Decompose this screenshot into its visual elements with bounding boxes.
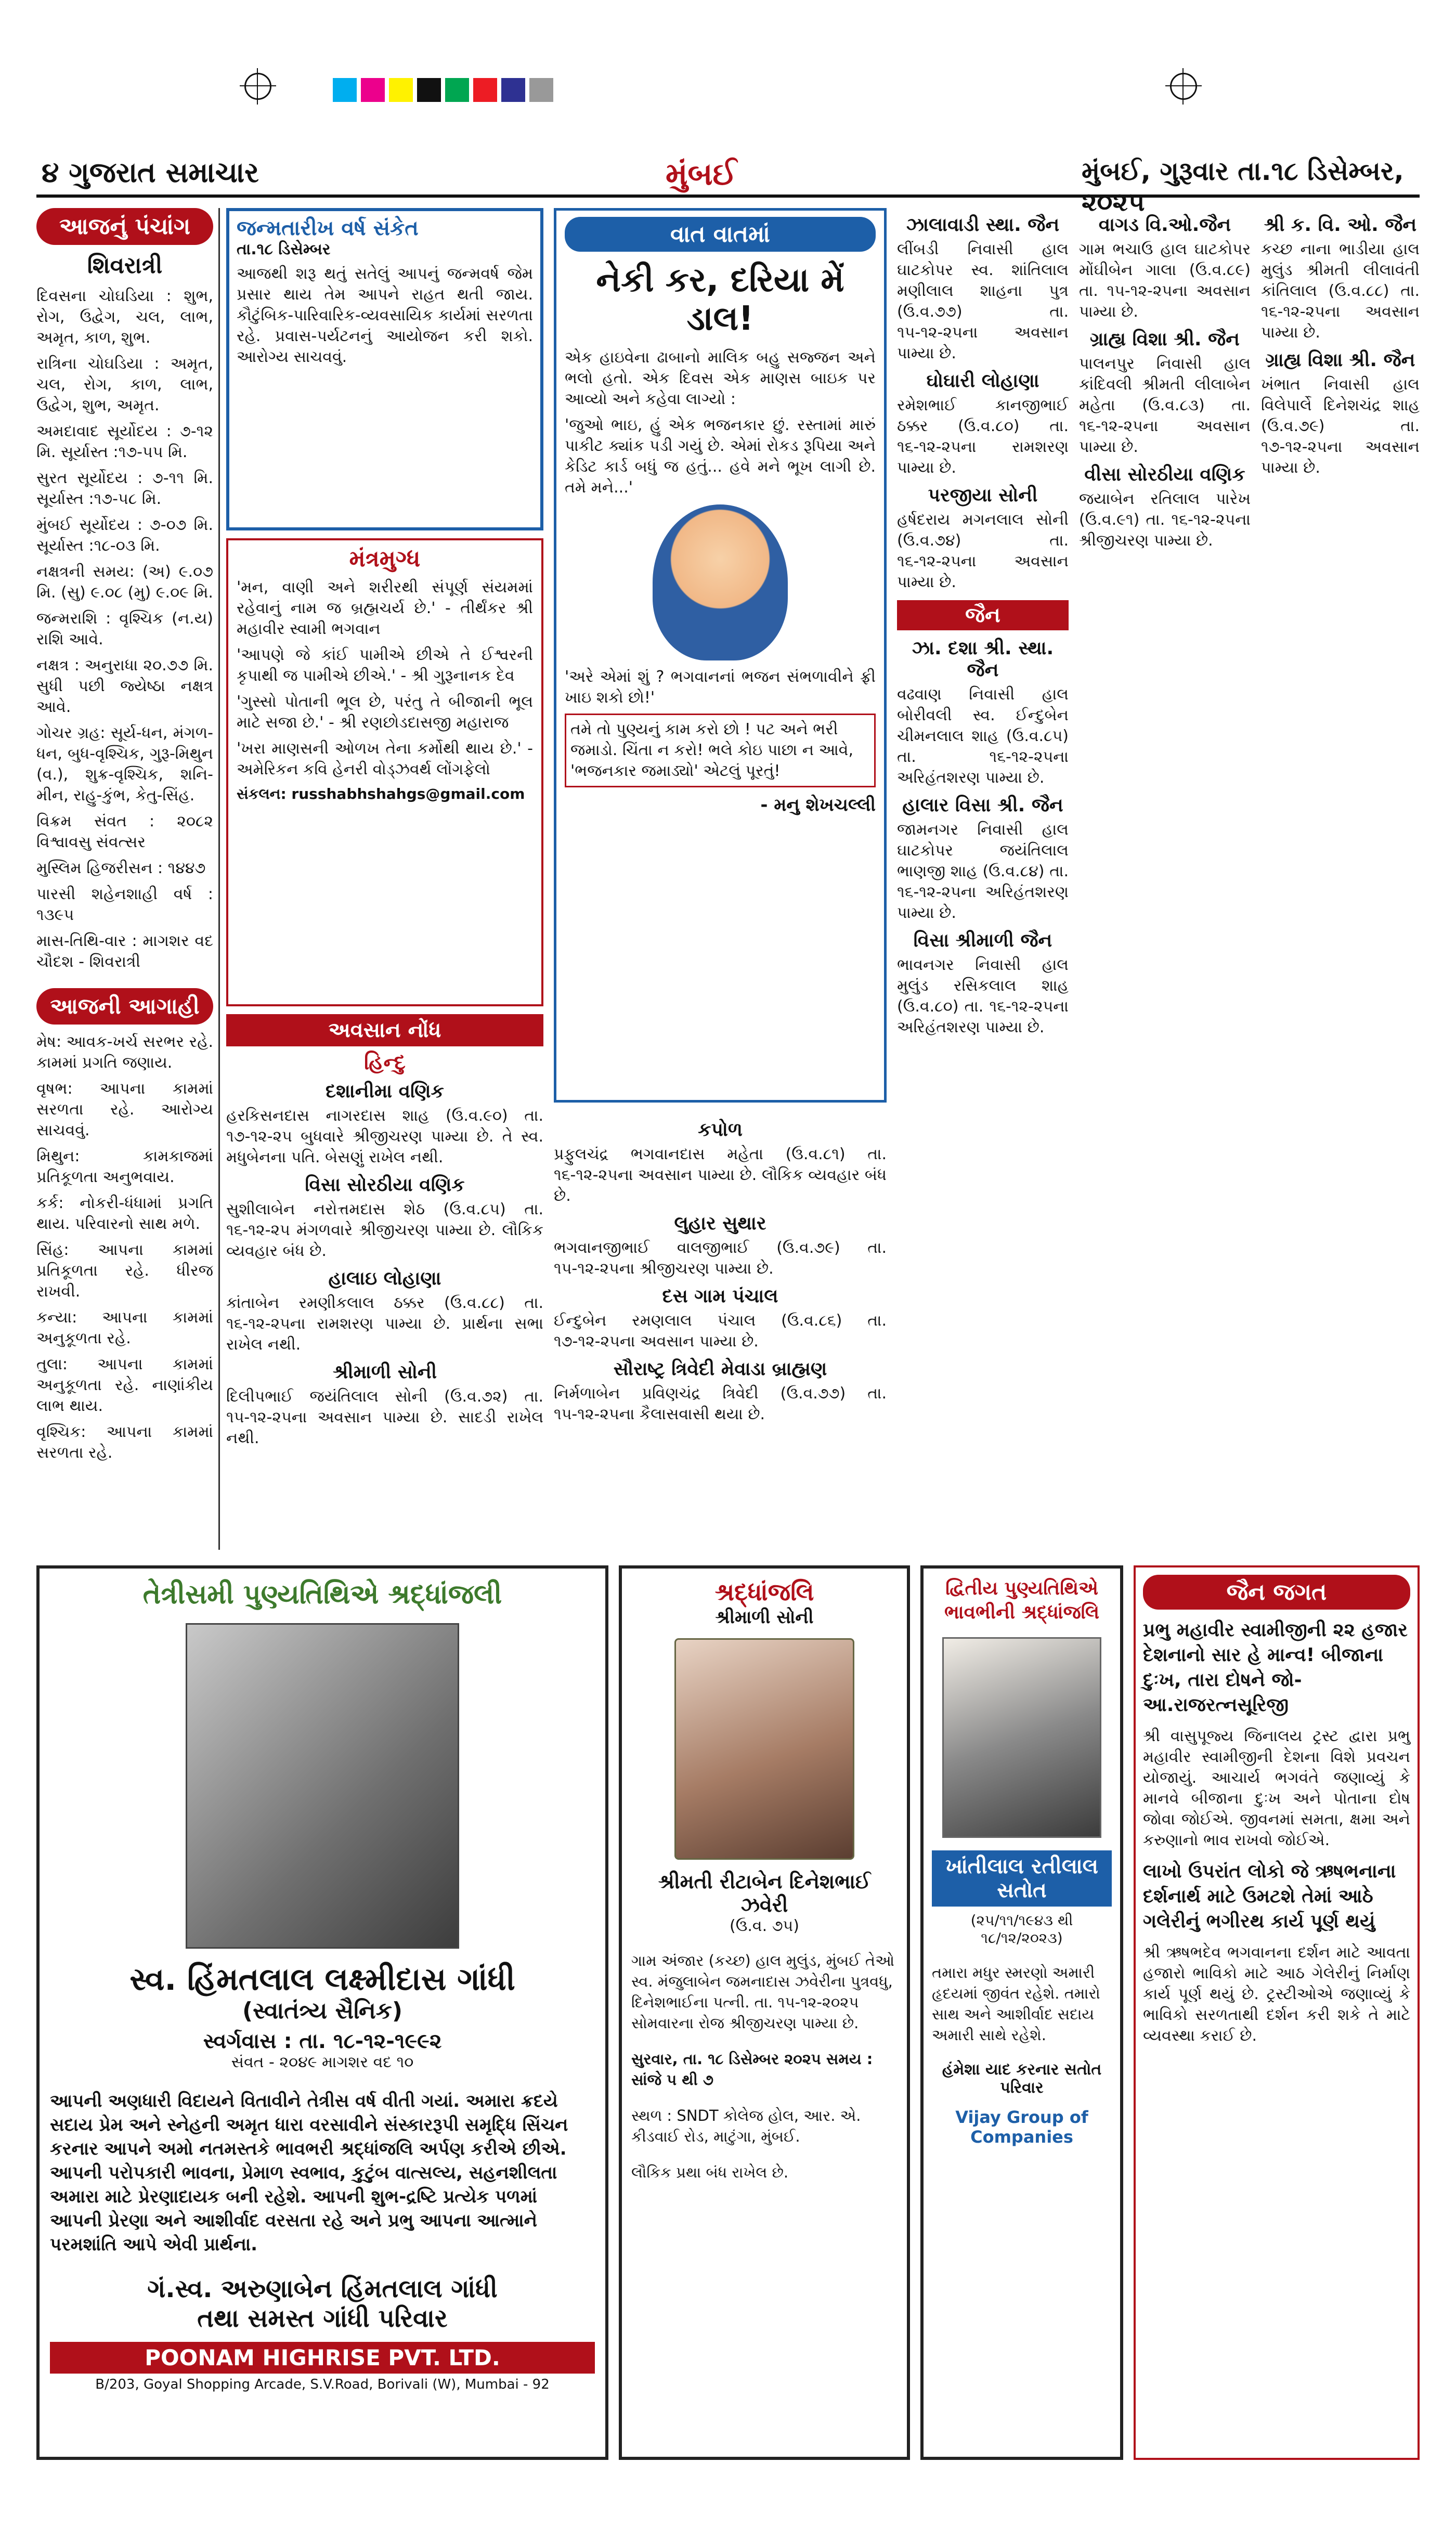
janmatarikh-title: જન્મતારીખ વર્ષ સંકેત (237, 216, 419, 240)
deceased-dates: (૨૫/૧૧/૧૯૪૩ થી ૧૮/૧૨/૨૦૨૩) (970, 1912, 1073, 1947)
avsan-entry-name: દશાનીમા વણિક (326, 1081, 444, 1102)
shraddhanjali-satot (920, 1565, 1123, 2460)
swargavas-date: સ્વર્ગવાસ : તા. ૧૮-૧૨-૧૯૯૨ (203, 2029, 442, 2053)
rashi-line: મિથુન: કામકાજમાં પ્રતિકૂળતા અનુભવાય. (36, 1147, 213, 1186)
shraddhanjali-gandhi (36, 1565, 608, 2460)
panchang-line: સુરત સૂર્યોદય : ૭-૧૧ મિ. સૂર્યાસ્ત :૧૭-૫૮ મિ. (36, 469, 213, 508)
panchang-line: રાત્રિના ચોઘડિયા : અમૃત, ચલ, રોગ, કાળ, લાભ, ઉદ્વેગ, શુભ, અમૃત. (36, 355, 213, 414)
vatvatma-box (554, 208, 887, 1103)
company-address: B/203, Goyal Shopping Arcade, S.V.Road, Borivali (W), Mumbai - 92 (95, 2377, 550, 2392)
quote: 'ખરા માણસની ઓળખ તેના કર્મોથી થાય છે.' - અમેરિકન કવિ હેનરી વોડ્ઝવર્થ લોંગફેલો (237, 740, 533, 779)
avsan-entry-text: જામનગર નિવાસી હાલ ઘાટકોપર જયંતિલાલ ભાણજી શાહ (ઉ.વ.૮૪) તા. ૧૬-૧૨-૨૫ના અરિહંતશરણ પામ્યા છે. (897, 821, 1069, 922)
avsan-entry-text: નિર્મળાબેન પ્રવિણચંદ્ર ત્રિવેદી (ઉ.વ.૭૭) તા. ૧૫-૧૨-૨૫ના કૈલાસવાસી થયા છે. (554, 1384, 887, 1423)
avsan-entry-text: જયાબેન રતિલાલ પારેખ (ઉ.વ.૯૧) તા. ૧૬-૧૨-૨૫ના શ્રીજીચરણ પામ્યા છે. (1079, 490, 1251, 550)
avsan-entry-text: રમેશભાઈ કાનજીભાઈ ઠક્કર (ઉ.વ.૮૦) તા. ૧૬-૧૨-૨૫ના રામશરણ પામ્યા છે. (897, 396, 1069, 477)
janmatarikh-box (226, 208, 543, 530)
avsan-entry-name: વાગડ વિ.ઓ.જૈન (1098, 214, 1231, 236)
quote: 'ગુસ્સો પોતાની ભૂલ છે, પરંતુ તે બીજાની ભૂલ માટે સજા છે.' - શ્રી રણછોડદાસજી મહારાજ (237, 693, 533, 732)
cartoon-illustration (653, 504, 788, 660)
panchang-column (36, 208, 213, 1550)
tribute-note: લૌકિક પ્રથા બંધ રાખેલ છે. (631, 2163, 789, 2181)
tribute-from: ગં.સ્વ. અરુણાબેન હિંમતલાલ ગાંધી (147, 2274, 498, 2303)
rashi-line: મેષ: આવક-ખર્ચ સરભર રહે. કામમાં પ્રગતિ જણાય. (36, 1033, 213, 1072)
rashi-line: વૃષભ: આપના કામમાં સરળતા રહે. આરોગ્ય સાચવવું. (36, 1080, 213, 1139)
panchang-title: આજનું પંચાંગ (36, 208, 213, 245)
hindu-heading: હિન્દુ (364, 1051, 406, 1074)
rashi-line: વૃશ્ચિક: આપના કામમાં સરળતા રહે. (36, 1423, 213, 1462)
jain-headline: પ્રભુ મહાવીર સ્વામીજીની ૨૨ હજાર દેશનાનો સાર હે માન્વ! બીજાના દુઃખ, તારા દોષને જો-આ.રાજરત્નસૂરિજી (1143, 1619, 1408, 1716)
avsan-entry-name: હાલાઇ લોહાણા (328, 1268, 441, 1289)
page-section: ૪ ગુજરાત સમાચાર (42, 156, 259, 189)
rashi-line: કર્ક: નોકરી-ધંધામાં પ્રગતિ થાય. પરિવારનો સાથ મળે. (36, 1194, 213, 1233)
panchang-line: પારસી શહેનશાહી વર્ષ : ૧૩૯૫ (36, 885, 213, 924)
tribute-message: આપની અણધારી વિદાયને વિતાવીને તેત્રીસ વર્ષ વીતી ગયાં. અમારા ક્રદયે સદાય પ્રેમ અને સ્નેહની અમૃત ધારા વરસાવીને સંસ્કારરૂપી સમૃદ્ધિ સિંચન કરનાર આપને અમો નતમસ્તકે ભાવભરી શ્રદ્ધાંજલિ અર્પણ કરીએ છીએ. આપની પરોપકારી ભાવના, પ્રેમાળ સ્વભાવ, કુટુંબ વાત્સલ્ય, સહનશીલતા અમારા માટે પ્રેરણાદાયક બની રહેશે. આપની શુભ-દ્રષ્ટિ પ્રત્યેક પળમાં આપની પ્રેરણા અને આશીર્વાદ વરસતા રહે અને પ્રભુ આપના આત્માને પરમશાંતિ આપે એવી પ્રાર્થના. (50, 2091, 568, 2255)
panchang-line: મુસ્લિમ હિજરીસન : ૧૪૪૭ (36, 859, 206, 877)
portrait-photo (186, 1623, 459, 1949)
janmatarikh-date: તા.૧૮ ડિસેમ્બર (237, 240, 331, 258)
company-name: Vijay Group of Companies (955, 2107, 1088, 2147)
panchang-line: વિક્રમ સંવત : ૨૦૮૨ વિશ્વાવસુ સંવત્સર (36, 812, 213, 851)
avsan-entry-name: ઘોઘારી લોહાણા (926, 370, 1039, 392)
prarthana-time: સુરવાર, તા. ૧૮ ડિસેમ્બર ૨૦૨૫ સમય : સાંજે ૫ થી ૭ (631, 2050, 873, 2089)
deceased-name: સ્વ. હિંમતલાલ લક્ષ્મીદાસ ગાંધી (129, 1961, 515, 1998)
shraddhanjali-heading: દ્વિતીય પુણ્યતિથિએ ભાવભીની શ્રદ્ધાંજલિ (944, 1578, 1100, 1623)
date-line: મુંબઈ, ગુરૂવાર તા.૧૮ ડિસેમ્બર, ૨૦૨૫ (1082, 156, 1404, 217)
panchang-line: નક્ષત્ર : અનુરાધા ૨૦.૭૭ મિ. સુધી પછી જ્યેષ્ઠા નક્ષત્ર આવે. (36, 656, 213, 716)
avsan-entry-text: કાંતાબેન રમણીકલાલ ઠક્કર (ઉ.વ.૮૮) તા. ૧૬-૧૨-૨૫ના રામશરણ પામ્યા છે. પ્રાર્થના સભા રાખેલ નથી. (226, 1294, 543, 1354)
jain-body: શ્રી વાસુપૂજ્ય જિનાલય ટ્રસ્ટ દ્વારા પ્રભુ મહાવીર સ્વામીજીની દેશના વિશે પ્રવચન યોજાયું. આચાર્ય ભગવંતે જણાવ્યું કે માનવે બીજાના દુઃખ અને પોતાના દોષ જોવા જોઈએ. જીવનમાં સમતા, ક્ષમા અને કરુણાનો ભાવ રાખવો જોઈએ. (1143, 1727, 1410, 1849)
vatvatma-paragraph: 'અરે એમાં શું ? ભગવાનનાં ભજન સંભળાવીને ફ્રી ખાઇ શકો છો!' (565, 668, 876, 707)
shraddhanjali-zaveri (619, 1565, 910, 2460)
avsan-entry-text: ખંભાત નિવાસી હાલ વિલેપાર્લે દિનેશચંદ્ર શાહ (ઉ.વ.૭૯) તા. ૧૭-૧૨-૨૫ના અવસાન પામ્યા છે. (1261, 375, 1420, 477)
avsan-entry-text: ગામ ભચાઉ હાલ ઘાટકોપર મોંઘીબેન ગાલા (ઉ.વ.૮૯) તા. ૧૫-૧૨-૨૫ના અવસાન પામ્યા છે. (1079, 240, 1251, 321)
avsan-column-5 (1261, 208, 1420, 1550)
avsan-entry-name: શ્રી ક. વિ. ઓ. જૈન (1264, 214, 1417, 236)
avsan-entry-text: કચ્છ નાના ભાડીયા હાલ મુલુંડ શ્રીમતી લીલાવંતી કાંતિલાલ (ઉ.વ.૮૮) તા. ૧૬-૧૨-૨૫ના અવસાન પામ્યા છે. (1261, 240, 1420, 342)
avsan-entry-name: વિસા શ્રીમાળી જૈન (913, 930, 1052, 951)
avsan-entry-text: પ્રફુલચંદ્ર ભગવાનદાસ મહેતા (ઉ.વ.૮૧) તા. ૧૬-૧૨-૨૫ના અવસાન પામ્યા છે. લૌકિક વ્યવહાર બંધ છે. (554, 1145, 887, 1205)
avsan-entry-text: વઢવાણ નિવાસી હાલ બોરીવલી સ્વ. ઈન્દુબેન ચીમનલાલ શાહ (ઉ.વ.૮૫) તા. ૧૬-૧૨-૨૫ના અરિહંતશરણ પામ્યા છે. (897, 685, 1069, 787)
avsan-entry-text: ઈન્દુબેન રમણલાલ પંચાલ (ઉ.વ.૮૬) તા. ૧૭-૧૨-૨૫ના અવસાન પામ્યા છે. (554, 1312, 887, 1351)
portrait-photo (942, 1637, 1101, 1838)
avsan-entry-name: ગ્રાહ્ય વિશા શ્રી. જૈન (1265, 349, 1415, 371)
mantramugdh-box (226, 538, 543, 1006)
prarthana-place: સ્થળ : SNDT કોલેજ હોલ, આર. એ. કીડવાઈ રોડ, માટુંગા, મુંબઈ. (631, 2107, 861, 2145)
shraddhanjali-heading: શ્રદ્ધાંજલિ (714, 1578, 814, 1606)
jain-heading: જૈન (897, 600, 1069, 630)
vatvatma-joke-box: તમે તો પુણ્યનું કામ કરો છો ! પટ અને ભરી જમાડો. ચિંતા ન કરો! ભલે કોઇ પાછા ન આવે, 'ભજનકાર જમાડ્યો' એટલું પૂરતું! (565, 714, 876, 787)
avsan-entry-name: ઝા. દશા શ્રી. સ્થા. જૈન (912, 638, 1054, 681)
panchang-line: દિવસના ચોઘડિયા : શુભ, રોગ, ઉદ્વેગ, ચલ, લાભ, અમૃત, કાળ, શુભ. (36, 287, 213, 347)
mantramugdh-contact: સંકલન: russhabhshahgs@gmail.com (237, 785, 525, 802)
panchang-line: માસ-તિથિ-વાર : માગશર વદ ચૌદશ - શિવરાત્રી (36, 932, 213, 971)
panchang-line: અમદાવાદ સૂર્યોદય : ૭-૧૨ મિ. સૂર્યાસ્ત :૧૭-૫૫ મિ. (36, 422, 213, 461)
panchang-line: ગોચર ગ્રહ: સૂર્ય-ધન, મંગળ-ધન, બુધ-વૃશ્ચિક, ગુરૂ-મિથુન (વ.), શુક્ર-વૃશ્ચિક, શનિ-મીન, રાહુ-કુંભ, કેતુ-સિંહ. (36, 724, 213, 805)
avsan-entry-name: ગ્રાહ્ય વિશા શ્રી. જૈન (1090, 329, 1240, 350)
rashi-line: કન્યા: આપના કામમાં અનુકૂળતા રહે. (36, 1308, 213, 1347)
company-name: POONAM HIGHRISE PVT. LTD. (50, 2342, 595, 2374)
portrait-photo (674, 1638, 854, 1860)
rashi-line: તુલા: આપના કામમાં અનુકૂળતા રહે. નાણાંકીય લાભ થાય. (36, 1355, 213, 1415)
shraddhanjali-heading: તેત્રીસમી પુણ્યતિથિએ શ્રદ્ધાંજલી (142, 1579, 502, 1610)
avsan-entry-text: દિલીપભાઈ જયંતિલાલ સોની (ઉ.વ.૭૨) તા. ૧૫-૧૨-૨૫ના અવસાન પામ્યા છે. સાદડી રાખેલ નથી. (226, 1388, 543, 1447)
quote: 'આપણે જે કાંઈ પામીએ છીએ તે ઈશ્વરની કૃપાથી જ પામીએ છીએ.' - શ્રી ગુરૂનાનક દેવ (237, 646, 533, 685)
avsan-column-4 (1079, 208, 1251, 1550)
rashi-line: સિંહ: આપના કામમાં પ્રતિકૂળતા રહે. ધીરજ રાખવી. (36, 1241, 213, 1301)
jain-body: શ્રી ઋષભદેવ ભગવાનના દર્શન માટે આવતા હજારો ભાવિકો માટે આઠ ગેલેરીનું નિર્માણ કાર્ય પૂર્ણ થયું છે. ટ્રસ્ટીઓએ જણાવ્યું કે ભાવિકો સરળતાથી દર્શન કરી શકે તે માટે વ્યવસ્થા કરાઈ છે. (1143, 1943, 1410, 2045)
avsan-entry-text: ભગવાનજીભાઈ વાલજીભાઈ (ઉ.વ.૭૯) તા. ૧૫-૧૨-૨૫ના શ્રીજીચરણ પામ્યા છે. (554, 1239, 887, 1278)
jain-jagat-title: જૈન જગત (1143, 1575, 1410, 1610)
avsan-entry-name: કપોળ (698, 1119, 743, 1141)
avsan-entry-name: શ્રીમાળી સોની (332, 1362, 437, 1383)
avsan-entry-text: સુશીલાબેન નરોત્તમદાસ શેઠ (ઉ.વ.૮૫) તા. ૧૬-૧૨-૨૫ મંગળવારે શ્રીજીચરણ પામ્યા છે. લૌકિક વ્યવહાર બંધ છે. (226, 1200, 543, 1260)
tribute-family: તથા સમસ્ત ગાંધી પરિવાર (197, 2304, 448, 2333)
avsan-entry-text: હરકિસનદાસ નાગરદાસ શાહ (ઉ.વ.૯૦) તા. ૧૭-૧૨-૨૫ બુધવારે શ્રીજીચરણ પામ્યા છે. તે સ્વ. મધુબેનના પતિ. બેસણું રાખેલ નથી. (226, 1107, 543, 1167)
jain-jagat-section (1134, 1565, 1420, 2460)
tribute-family: હંમેશા યાદ કરનાર સતોત પરિવાર (942, 2061, 1102, 2097)
quote: 'મન, વાણી અને શરીરથી સંપૂર્ણ સંયમમાં રહેવાનું નામ જ બ્રહ્મચર્ય છે.' - તીર્થંકર શ્રી મહાવીર સ્વામી ભગવાન (237, 578, 533, 638)
deceased-name: શ્રીમતી રીટાબેન દિનેશભાઈ ઝવેરી (658, 1870, 871, 1916)
mantramugdh-title: મંત્રમુગ્ધ (349, 546, 421, 572)
avsan-column-2 (554, 1113, 887, 1550)
vatvatma-paragraph: એક હાઇવેના ઢાબાનો માલિક બહુ સજ્જન અને ભલો હતો. એક દિવસ એક માણસ બાઇક પર આવ્યો અને કહેવા લાગ્યો : (565, 348, 876, 408)
vatvatma-byline: - મનુ શેખચલ્લી (760, 795, 876, 815)
avsan-column-3 (897, 208, 1069, 1550)
vatvatma-headline: નેકી કર, દરિયા મેં ડાલ! (596, 261, 844, 338)
avsan-entry-name: દસ ગામ પંચાલ (662, 1286, 778, 1307)
avsan-entry-text: ભાવનગર નિવાસી હાલ મુલુંડ રસિકલાલ શાહ (ઉ.વ.૮૦) તા. ૧૬-૧૨-૨૫ના અરિહંતશરણ પામ્યા છે. (897, 956, 1069, 1036)
deceased-age: (ઉ.વ. ૭૫) (730, 1917, 799, 1935)
panchang-line: મુંબઈ સૂર્યોદય : ૭-૦૭ મિ. સૂર્યાસ્ત :૧૮-૦૩ મિ. (36, 516, 213, 555)
avsan-entry-name: લુહાર સુથાર (674, 1213, 766, 1234)
vatvatma-paragraph: 'જુઓ ભાઇ, હું એક ભજનકાર છું. રસ્તામાં મારું પાકીટ ક્યાંક પડી ગયું છે. એમાં રોકડ રૂપિયા અને કેડિટ કાર્ડ બધું જ હતું... હવે મને ભૂખ લાગી છે. તમે મને...' (565, 416, 876, 497)
avsan-column-1 (226, 1014, 543, 1550)
column-divider (218, 208, 220, 1550)
tribute-text: તમારા મધુર સ્મરણો અમારી હૃદયમાં જીવંત રહેશે. તમારો સાથ અને આશીર્વાદ સદાય અમારી સાથે રહેશે. (932, 1964, 1100, 2044)
city-heading: મુંબઈ (666, 156, 737, 192)
panchang-line: નક્ષત્રની સમય: (અ) ૯.૦૭ મિ. (સુ) ૯.૦૮ (મુ) ૯.૦૯ મિ. (36, 563, 213, 602)
aagahi-title: આજની આગાહી (36, 988, 213, 1025)
avsan-entry-text: લીંબડી નિવાસી હાલ ઘાટકોપર સ્વ. શાંતિલાલ મણીલાલ શાહના પુત્ર (ઉ.વ.૭૭) તા. ૧૫-૧૨-૨૫ના અવસાન પામ્યા છે. (897, 240, 1069, 362)
panchang-heading: શિવરાત્રી (87, 252, 163, 279)
tribute-text: ગામ અંજાર (કચ્છ) હાલ મુલુંડ, મુંબઈ તેઓ સ્વ. મંજુલાબેન જમનાદાસ ઝવેરીના પુત્રવધુ, દિનેશભાઈના પત્ની. તા. ૧૫-૧૨-૨૦૨૫ સોમવારના રોજ શ્રીજીચરણ પામ્યા છે. (631, 1952, 895, 2032)
color-bar (333, 78, 557, 104)
vatvatma-title: વાત વાતમાં (565, 217, 876, 252)
avsan-entry-name: વિસા સોરઠીયા વણિક (305, 1174, 465, 1196)
jain-headline: લાખો ઉપરાંત લોકો જે ઋષભનાના દર્શનાર્થ માટે ઉમટશે તેમાં આઠે ગલેરીનું ભગીરથ કાર્ય પૂર્ણ થયું (1143, 1861, 1396, 1932)
janmatarikh-text: આજથી શરૂ થતું સતેલું આપનું જન્મવર્ષ જેમ પ્રસાર થાય તેમ આપને રાહત થતી જાય. કૌટુંબિક-પારિવારિક-વ્યવસાયિક કાર્યમાં સરળતા રહે. પ્રવાસ-પર્યટનનું આયોજન કરી શકો. આરોગ્ય સાચવવું. (237, 265, 533, 366)
avsan-entry-text: હર્ષદરાય મગનલાલ સોની (ઉ.વ.૭૪) તા. ૧૬-૧૨-૨૫ના અવસાન પામ્યા છે. (897, 511, 1069, 591)
samvat-date: સંવત - ૨૦૪૯ માગશર વદ ૧૦ (231, 2053, 414, 2071)
community-name: શ્રીમાળી સોની (715, 1607, 814, 1628)
avsan-entry-name: ઝાલાવાડી સ્થા. જૈન (906, 214, 1060, 236)
avsan-entry-name: હાલાર વિસા શ્રી. જૈન (902, 795, 1063, 816)
deceased-name: ખાંતીલાલ રતીલાલ સતોત (932, 1850, 1112, 1907)
avsan-entry-text: પાલનપુર નિવાસી હાલ કાંદિવલી શ્રીમતી લીલાબેન મહેતા (ઉ.વ.૮૩) તા. ૧૬-૧૨-૨૫ના અવસાન પામ્યા છે. (1079, 355, 1251, 456)
deceased-subtitle: (સ્વાતંત્ર્ય સૈનિક) (242, 1998, 402, 2024)
avsan-entry-name: વીસા સોરઠીયા વણિક (1084, 464, 1245, 485)
panchang-line: જન્મરાશિ : વૃશ્ચિક (ન.ય) રાશિ આવે. (36, 610, 213, 649)
avsan-title: અવસાન નોંધ (226, 1014, 543, 1046)
avsan-entry-name: સૌરાષ્ટ્ર ત્રિવેદી મેવાડા બ્રાહ્મણ (613, 1358, 827, 1380)
avsan-entry-name: પરજીયા સોની (928, 485, 1038, 506)
